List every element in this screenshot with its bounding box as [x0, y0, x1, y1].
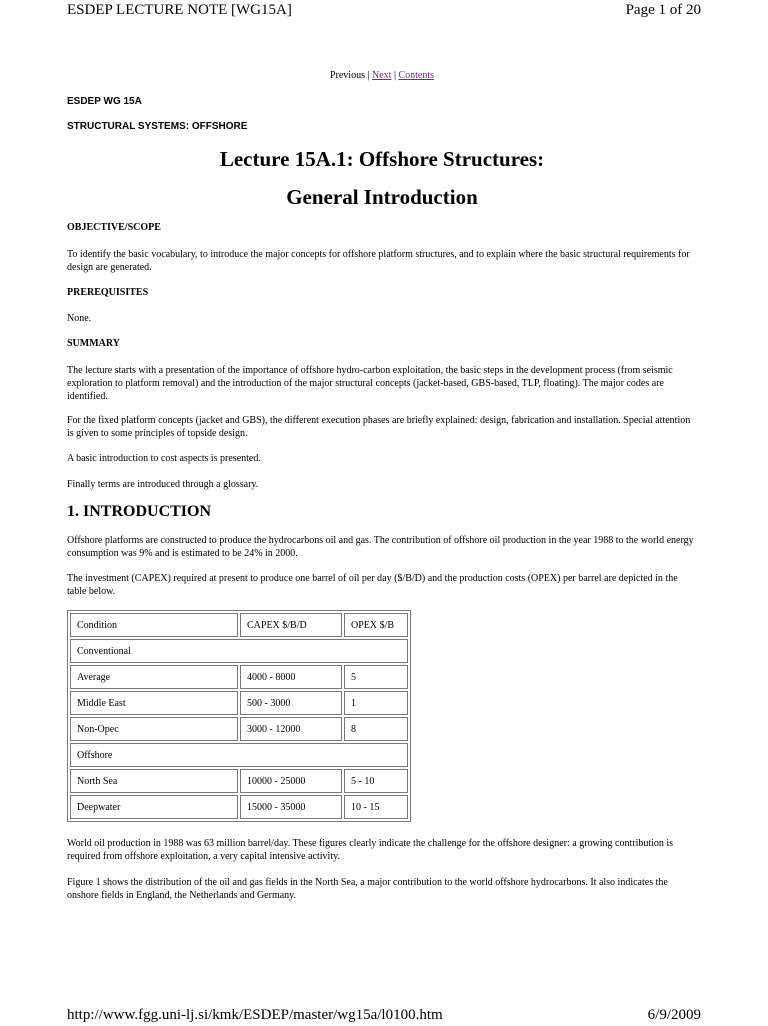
cost-table: [67, 610, 411, 822]
prereq-heading: PREREQUISITES: [67, 287, 149, 298]
table-cell: Middle East: [70, 691, 238, 715]
table-cell: Average: [70, 665, 238, 689]
table-cell: 5 - 10: [344, 769, 408, 793]
contents-link[interactable]: Contents: [398, 70, 435, 81]
table-cell: 8: [344, 717, 408, 741]
objective-text: To identify the basic vocabulary, to introduce the major concepts for offshore platform structures, and to explain where the basic structural requirements for design are generated.: [67, 249, 690, 273]
objective-heading: OBJECTIVE/SCOPE: [67, 222, 161, 233]
page-footer: [67, 1006, 701, 1026]
table-header-cell: OPEX $/B: [344, 613, 408, 637]
table-cell: North Sea: [70, 769, 238, 793]
table-group-row: [70, 743, 408, 767]
nav-separator: |: [393, 70, 396, 81]
table-cell: 15000 - 35000: [240, 795, 342, 819]
previous-label: Previous: [329, 70, 365, 81]
table-row: [70, 665, 408, 689]
system-label: STRUCTURAL SYSTEMS: OFFSHORE: [67, 121, 248, 132]
summary-paragraph: The lecture starts with a presentation of the importance of offshore hydro-carbon exploitation, the basic steps in the development process (from seismic exploration to platform removal) and the introduction of the major structural concepts (jacket-based, GBS-based, TLP, floating). The major codes are identified.: [67, 365, 673, 402]
table-group-cell: Conventional: [70, 639, 408, 663]
table-header-cell: Condition: [70, 613, 238, 637]
table-group-cell: Offshore: [70, 743, 408, 767]
table-group-row: [70, 639, 408, 663]
group-label: ESDEP WG 15A: [67, 96, 142, 107]
table-header-cell: CAPEX $/B/D: [240, 613, 342, 637]
table-cell: 10000 - 25000: [240, 769, 342, 793]
header-title: ESDEP LECTURE NOTE [WG15A]: [67, 2, 292, 18]
next-link[interactable]: Next: [371, 70, 392, 81]
prereq-text: None.: [67, 313, 92, 324]
table-cell: 1: [344, 691, 408, 715]
table-row: [70, 769, 408, 793]
lecture-title: Lecture 15A.1: Offshore Structures:: [219, 147, 545, 171]
page-header: [67, 0, 701, 22]
table-cell: 3000 - 12000: [240, 717, 342, 741]
summary-paragraph: Finally terms are introduced through a glossary.: [67, 479, 259, 490]
table-cell: 500 - 3000: [240, 691, 342, 715]
page-number: Page 1 of 20: [625, 2, 701, 18]
summary-paragraph: A basic introduction to cost aspects is presented.: [67, 453, 261, 464]
body-paragraph: World oil production in 1988 was 63 million barrel/day. These figures clearly indicate the challenge for the offshore designer: a growing contribution is required from offshore exploitation, a very capital intensive activity.: [67, 838, 674, 862]
introduction-heading: 1. INTRODUCTION: [67, 503, 212, 520]
table-cell: Deepwater: [70, 795, 238, 819]
table-row: [70, 717, 408, 741]
lecture-subtitle: General Introduction: [286, 185, 478, 209]
summary-paragraph: For the fixed platform concepts (jacket and GBS), the different execution phases are briefly explained: design, fabrication and installation. Special attention is given to some principles of topside design.: [67, 415, 691, 439]
table-header-row: [70, 613, 408, 637]
table-cell: Non-Opec: [70, 717, 238, 741]
body-paragraph: Figure 1 shows the distribution of the oil and gas fields in the North Sea, a major contribution to the world offshore hydrocarbons. It also indicates the onshore fields in England, the Netherlands and Germany.: [67, 877, 668, 901]
nav-links: [67, 70, 697, 81]
footer-date: 6/9/2009: [647, 1007, 701, 1023]
table-cell: 4000 - 8000: [240, 665, 342, 689]
table-row: [70, 691, 408, 715]
table-cell: 5: [344, 665, 408, 689]
summary-heading: SUMMARY: [67, 338, 120, 349]
footer-url: http://www.fgg.uni-lj.si/kmk/ESDEP/master/wg15a/l0100.htm: [67, 1007, 443, 1023]
intro-paragraph: Offshore platforms are constructed to produce the hydrocarbons oil and gas. The contribution of offshore oil production in the year 1988 to the world energy consumption was 9% and is estimated to be 24% in 2000.: [67, 535, 694, 559]
intro-paragraph: The investment (CAPEX) required at present to produce one barrel of oil per day ($/B/D) and the production costs (OPEX) per barrel are depicted in the table below.: [67, 573, 678, 597]
nav-separator: |: [367, 70, 370, 81]
table-cell: 10 - 15: [344, 795, 408, 819]
table-row: [70, 795, 408, 819]
